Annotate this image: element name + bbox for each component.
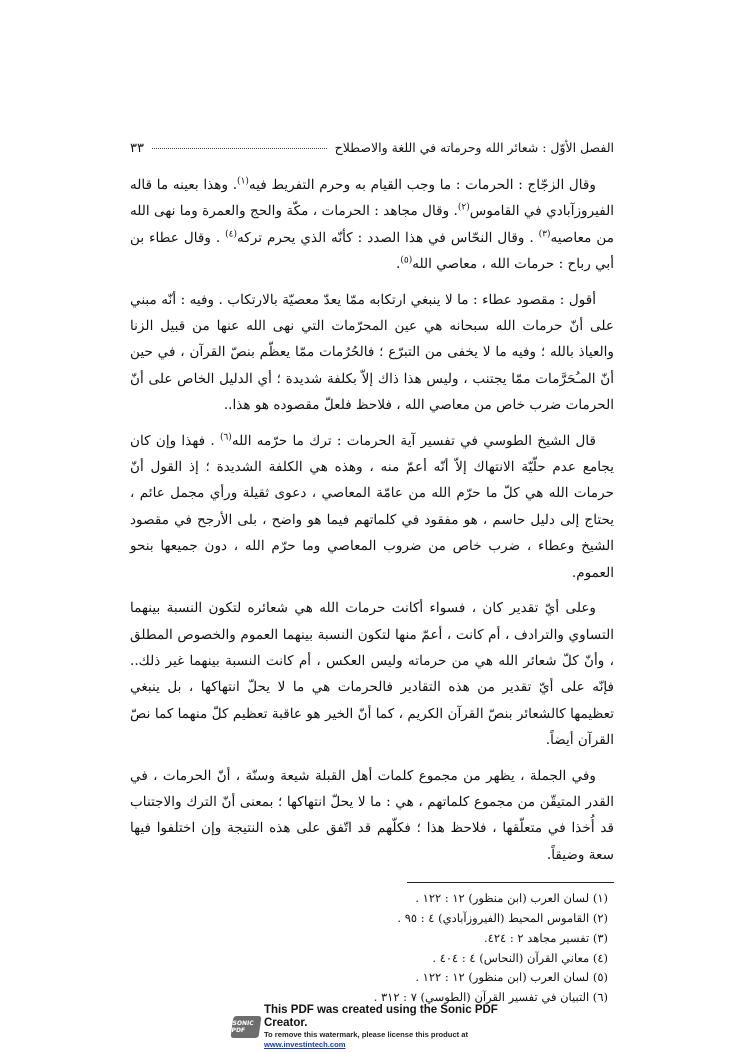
paragraph-text: . وقال النحّاس في هذا الصدد : كأنّه الذي يحرم تركه	[237, 229, 539, 246]
page-number: ٣٣	[130, 141, 144, 156]
paragraph	[130, 595, 614, 753]
document-page	[130, 140, 614, 1008]
footnote-marker: (٥)	[400, 255, 413, 266]
paragraph	[130, 428, 614, 586]
paragraph-text: وعلى أيّ تقدير كان ، فسواء أكانت حرمات الله هي شعائره لتكون النسبة بينهما التساوي والترادف ، أم كانت ، أعمّ منها لتكون النسبة بينهما العموم والخصوص المطلق ، وأنّ كلّ شعائر الله هي من حرماته وليس العكس ، أم كانت النسبة بينهما غير ذلك.. فإنّه على أيّ تقدير من هذه التقادير فالحرمات هي ما لا يحلّ انتهاكها ، بل ينبغي تعظيمها كالشعائر بنصّ القرآن الكريم ، كما أنّ الخير هو عاقبة تعظيم كلّ منهما كما نصّ القرآن أيضاً.	[130, 600, 614, 749]
pdf-creator-watermark	[231, 1004, 532, 1049]
footnote-2: (٢) القاموس المحيط (الفيروزآبادي) ٤ : ٩٥ .	[397, 910, 608, 925]
paragraph-text: قال الشيخ الطوسي في تفسير آية الحرمات : ترك ما حرّمه الله	[231, 432, 597, 449]
footnote-1: (١) لسان العرب (ابن منظور) ١٢ : ١٢٢ .	[415, 891, 608, 906]
footnote-marker: (٤)	[225, 229, 237, 240]
footnote-6: (٦) التبيان في تفسير القرآن (الطوسي) ٧ : ٣١٢ .	[373, 990, 608, 1005]
paragraph-text: . فهذا وإن كان يجامع عدم حلّيّة الانتهاك إلاّ أنّه أعمّ منه ، وهذه هي الكلفة الشديدة ؛ إذ القول أنّ حرمات الله هي كلّ ما حرّم الله من عامّة المعاصي ، دعوى ثقيلة ورأي مجمل عائم ، يحتاج إلى دليل حاسم ، هو مفقود في كلماتهم فيما هو واضح ، بلى الأرجح في مقصود الشيخ وعطاء ، ضرب خاص من ضروب المعاصي وما حرّم الله ، دون جميعها بنحو العموم.	[130, 432, 614, 581]
running-header	[130, 140, 614, 162]
watermark-line-1: This PDF was created using the Sonic PDF Creator.	[263, 1004, 498, 1029]
header-dot-leader	[152, 148, 327, 149]
chapter-title: الفصل الأوّل : شعائر الله وحرماته في اللغة والاصطلاح	[334, 140, 614, 155]
paragraph	[130, 763, 614, 869]
paragraph-text: . وهذا بعينه ما قاله الفيروزآبادي في القاموس	[130, 177, 615, 220]
footnote-3: (٣) تفسير مجاهد ٢ : ٤٢٤.	[484, 930, 608, 945]
paragraph-text: وفي الجملة ، يظهر من مجموع كلمات أهل القبلة شيعة وسنّة ، أنّ الحرمات ، في القدر المتيقّن من مجموع كلماتهم ، هي : ما لا يحلّ انتهاكها ؛ بمعنى أنّ الترك والاجتناب قد أُخذا في متعلّقها ، فلاحظ هذا ؛ فكلّهم قد اتّفق على هذه النتيجة وإن اختلفوا فيها سعة وضيقاً.	[130, 767, 614, 863]
footnote-4: (٤) معاني القرآن (النحاس) ٤ : ٤٠٤ .	[432, 950, 608, 965]
sonic-pdf-logo-icon: SONIC PDF	[230, 1016, 261, 1038]
paragraph-text: . وقال عطاء بن أبي رباح : حرمات الله ، معاصي الله	[130, 229, 614, 273]
watermark-line-2-text: To remove this watermark, please license this product at	[263, 1030, 469, 1039]
watermark-link[interactable]: www.investintech.com	[263, 1040, 346, 1049]
footnote-separator	[407, 882, 614, 883]
paragraph-text: وقال الزجّاج : الحرمات : ما وجب القيام به وحرم التفريط فيه	[248, 177, 596, 193]
watermark-line-2	[264, 1030, 532, 1050]
paragraph	[130, 172, 614, 278]
body-text	[130, 172, 614, 868]
footnote-marker: (٦)	[219, 432, 232, 443]
footnotes	[130, 889, 614, 1008]
paragraph-text: أقول : مقصود عطاء : ما لا ينبغي ارتكابه ممّا يعدّ معصيّة بالارتكاب . وفيه : أنّه مبني على أنّ حرمات الله سبحانه هي عين المحرّمات التي نهى الله عنها من قبيل الزنا والعياذ بالله ؛ وفيه ما لا يخفى من التبرّع ؛ فالحُرُمات ممّا يعظّم بنصّ القرآن ، في حين أنّ المـُحَرَّمات ممّا يجتنب ، وليس هذا ذاك إلاّ بكلفة شديدة ؛ أي الدليل الخاص على أنّ الحرمات ضرب خاص من معاصي الله ، فلاحظ فلعلّ مقصوده هو هذا..	[130, 291, 614, 414]
footnote-5: (٥) لسان العرب (ابن منظور) ١٢ : ١٢٢ .	[415, 970, 608, 985]
footnote-marker: (٢)	[457, 202, 470, 213]
paragraph-text: . وقال مجاهد : الحرمات ، مكّة والحج والعمرة وما نهى الله من معاصيه	[130, 203, 614, 246]
paragraph-text: .	[396, 256, 401, 273]
footnote-marker: (٣)	[538, 229, 551, 240]
paragraph	[130, 287, 614, 419]
footnote-marker: (١)	[237, 176, 249, 187]
